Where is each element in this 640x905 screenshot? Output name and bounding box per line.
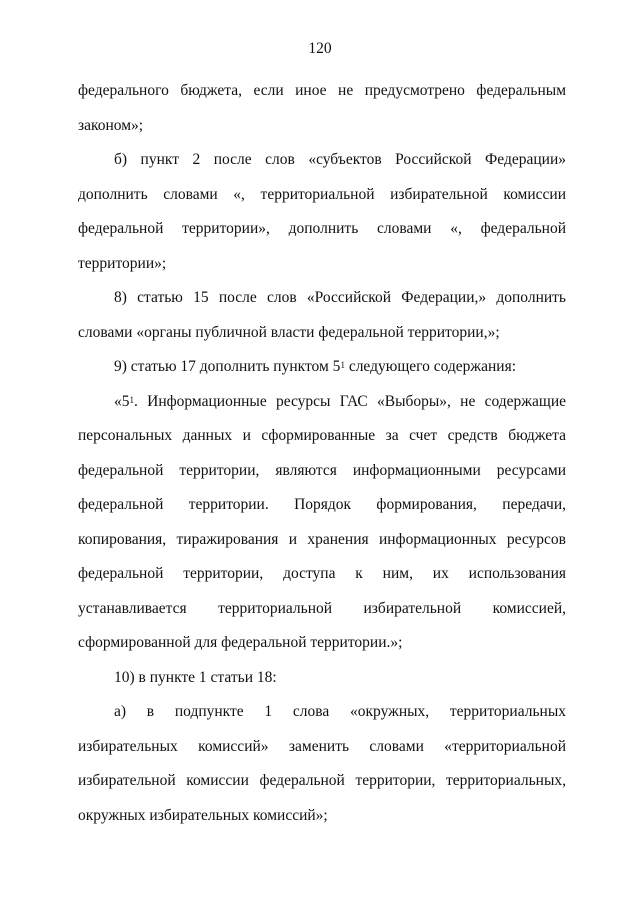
paragraph-item-9-superscript: 1	[340, 360, 345, 370]
paragraph-item-9	[78, 350, 566, 385]
paragraph-item-9-after: следующего содержания:	[344, 358, 517, 375]
paragraph-point-5-1-before: «5	[114, 392, 130, 410]
document-body	[78, 74, 566, 833]
paragraph-item-10: 10) в пункте 1 статьи 18:	[114, 668, 277, 686]
paragraph-item-8: 8) статью 15 после слов «Российской Федерации,» дополнить словами «органы публичной власти федеральной территории,»;	[78, 289, 566, 341]
paragraph-item-b: б) пункт 2 после слов «субъектов Российской Федерации» дополнить словами «, территориальной избирательной комиссии федеральной территории», дополнить словами «, федеральной территории»;	[78, 151, 566, 272]
paragraph-budget-continuation: федерального бюджета, если иное не предусмотрено федеральным законом»;	[78, 82, 566, 134]
paragraph-point-5-1-after: . Информационные ресурсы ГАС «Выборы», не содержащие персональных данных и сформированные за счет средств бюджета федеральной территории, являются информационными ресурсами федеральной территории. Порядок формирования, передачи, копирования, тиражирования и хранения информационных ресурсов федеральной территории, доступа к ним, их использования устанавливается территориальной избирательной комиссией, сформированной для федеральной территории.»;	[78, 392, 566, 651]
paragraph-point-5-1-superscript: 1	[129, 394, 134, 405]
paragraph-item-9-before: 9) статью 17 дополнить пунктом 5	[114, 358, 341, 375]
paragraph-item-a: а) в подпункте 1 слова «окружных, территориальных избирательных комиссий» заменить словами «территориальной избирательной комиссии федеральной территории, территориальных, окружных избирательных комиссий»;	[78, 703, 566, 824]
paragraph-point-5-1	[78, 385, 566, 661]
page-number: 120	[308, 40, 332, 57]
